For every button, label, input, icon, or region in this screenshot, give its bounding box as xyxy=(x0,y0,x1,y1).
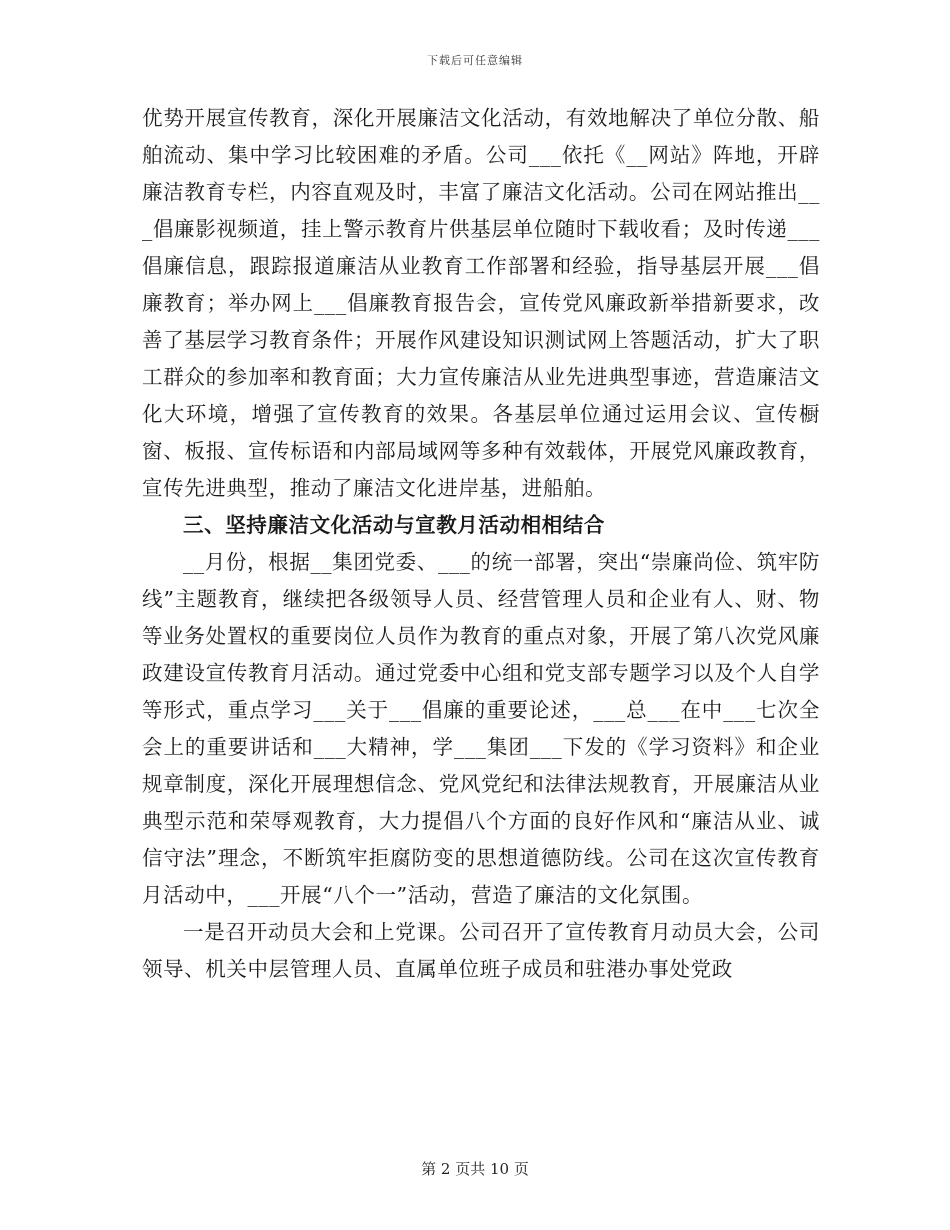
paragraph-mobilization: 一是召开动员大会和上党课。公司召开了宣传教育月动员大会，公司领导、机关中层管理人员、直属单位班子成员和驻港办事处党政 xyxy=(142,920,820,981)
document-body xyxy=(142,100,820,988)
page-header: 下载后可任意编辑 xyxy=(427,54,523,67)
section-heading: 三、坚持廉洁文化活动与宣教月活动相相结合 xyxy=(183,513,605,537)
paragraph-continuation: 优势开展宣传教育，深化开展廉洁文化活动，有效地解决了单位分散、船舶流动、集中学习比较困难的矛盾。公司___依托《__网站》阵地，开辟廉洁教育专栏，内容直观及时，丰富了廉洁文化活动。公司在网站推出___倡廉影视频道，挂上警示教育片供基层单位随时下载收看；及时传递___倡廉信息，跟踪报道廉洁从业教育工作部署和经验，指导基层开展___倡廉教育；举办网上___倡廉教育报告会，宣传党风廉政新举措新要求，改善了基层学习教育条件；开展作风建设知识测试网上答题活动，扩大了职工群众的参加率和教育面；大力宣传廉洁从业先进典型事迹，营造廉洁文化大环境，增强了宣传教育的效果。各基层单位通过运用会议、宣传橱窗、板报、宣传标语和内部局域网等多种有效载体，开展党风廉政教育，宣传先进典型，推动了廉洁文化进岸基，进船舶。 xyxy=(142,106,820,500)
page-number: 第 2 页共 10 页 xyxy=(421,1160,529,1178)
paragraph-education-month: __月份，根据__集团党委、___的统一部署，突出“崇廉尚俭、筑牢防线”主题教育，继续把各级领导人员、经营管理人员和企业有人、财、物等业务处置权的重要岗位人员作为教育的重点对象，开展了第八次党风廉政建设宣传教育月活动。通过党委中心组和党支部专题学习以及个人自学等形式，重点学习___关于___倡廉的重要论述，___总___在中___七次全会上的重要讲话和___大精神，学___集团___下发的《学习资料》和企业规章制度，深化开展理想信念、党风党纪和法律法规教育，开展廉洁从业典型示范和荣辱观教育，大力提倡八个方面的良好作风和“廉洁从业、诚信守法”理念，不断筑牢拒腐防变的思想道德防线。公司在这次宣传教育月活动中，___开展“八个一”活动，营造了廉洁的文化氛围。 xyxy=(142,550,820,907)
